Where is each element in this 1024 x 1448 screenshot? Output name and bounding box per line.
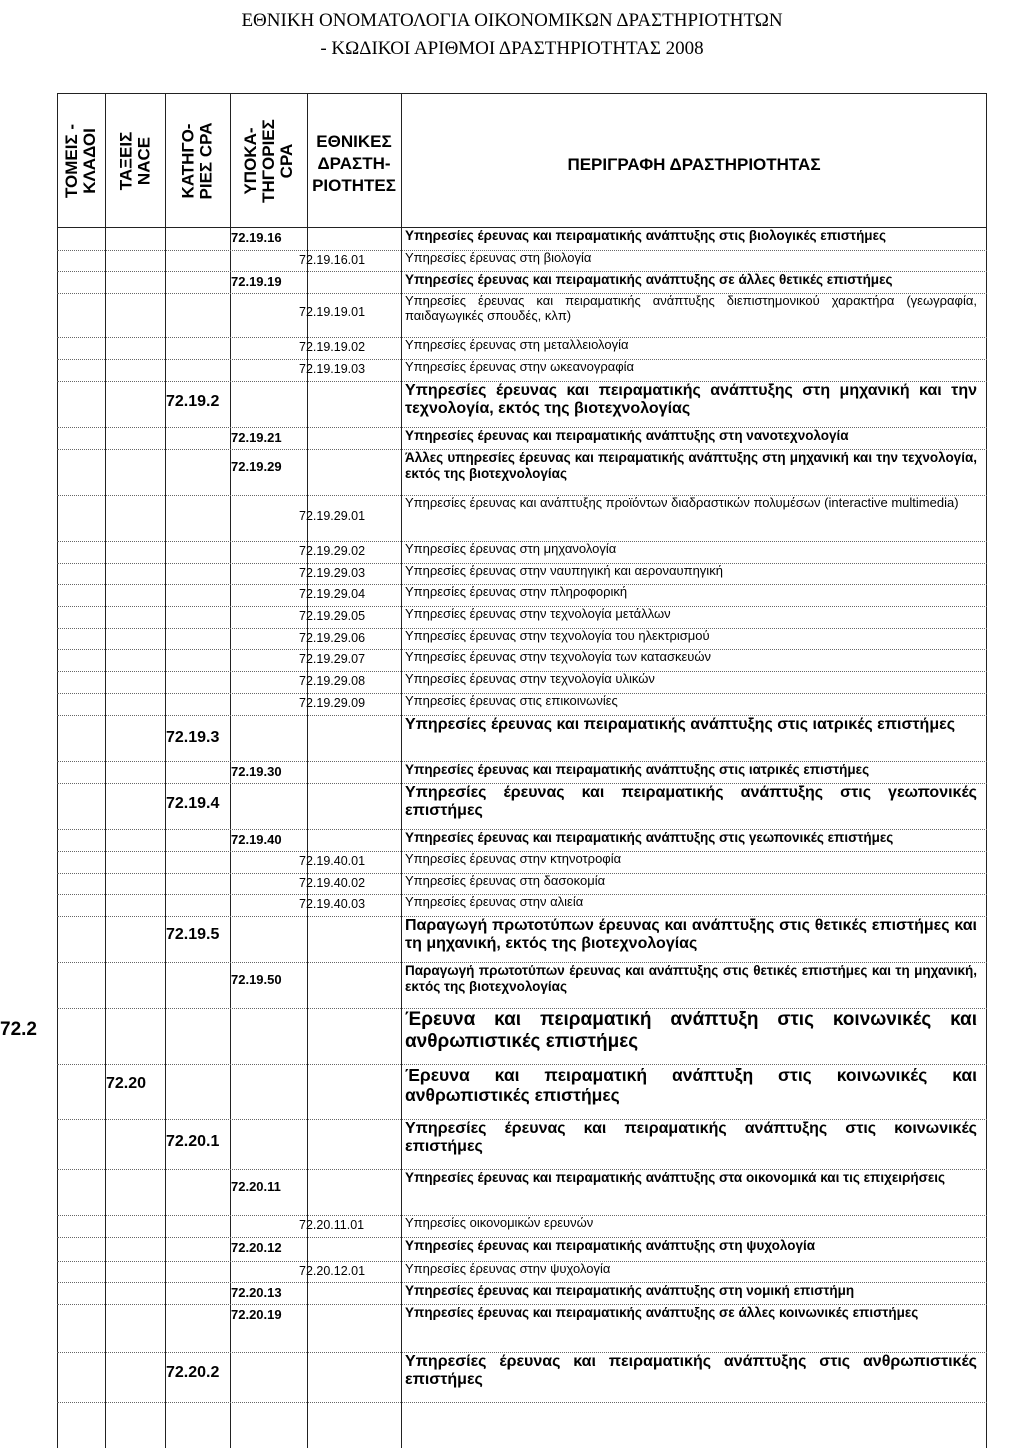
- table-top-border: [57, 93, 987, 94]
- table-row: [57, 337, 987, 360]
- row-description: Υπηρεσίες έρευνας και πειραματικής ανάπτυξης σε άλλες θετικές επιστήμες: [405, 272, 893, 287]
- table-row: [57, 449, 987, 496]
- table-row: [57, 761, 987, 784]
- table-row: [57, 541, 987, 564]
- row-description: Υπηρεσίες έρευνας στις επικοινωνίες: [405, 693, 618, 708]
- header-ypokathgories: ΥΠΟΚΑ- ΤΗΓΟΡΙΕΣ CPA: [240, 119, 296, 203]
- row-description: Έρευνα και πειραματική ανάπτυξη στις κοινωνικές και ανθρωπιστικές επιστήμες: [405, 1065, 977, 1106]
- row-description: Υπηρεσίες οικονομικών ερευνών: [405, 1215, 594, 1230]
- row-description: Υπηρεσίες έρευνας στη μεταλλειολογία: [405, 337, 629, 352]
- table-row: [57, 584, 987, 607]
- row-code: 72.20.19: [231, 1307, 282, 1322]
- row-description: Υπηρεσίες έρευνας και πειραματικής ανάπτυξης στις βιολογικές επιστήμες: [405, 228, 886, 243]
- table-row: [57, 1119, 987, 1170]
- row-description: Υπηρεσίες έρευνας και πειραματικής ανάπτυξης στις ανθρωπιστικές επιστήμες: [405, 1353, 977, 1389]
- row-description: Υπηρεσίες έρευνας και πειραματικής ανάπτυξης στις ιατρικές επιστήμες: [405, 762, 870, 777]
- row-description: Υπηρεσίες έρευνας στη μηχανολογία: [405, 541, 617, 556]
- row-description: Υπηρεσίες έρευνας και πειραματικής ανάπτυξης στις κοινωνικές επιστήμες: [405, 1120, 977, 1156]
- table-row: [57, 227, 987, 251]
- row-description: Υπηρεσίες έρευνας στη δασοκομία: [405, 873, 606, 888]
- row-description: Υπηρεσίες έρευνας στην κτηνοτροφία: [405, 851, 622, 866]
- row-code: 72.19.40.01: [299, 854, 366, 868]
- row-code: 72.19.5: [166, 926, 220, 943]
- table-row: [57, 916, 987, 963]
- row-description: Υπηρεσίες έρευνας στην τεχνολογία του ηλεκτρισμού: [405, 628, 710, 643]
- row-description: Υπηρεσίες έρευνας στην τεχνολογία υλικών: [405, 671, 655, 686]
- row-code: 72.19.19.02: [299, 340, 366, 354]
- table-row: [57, 1215, 987, 1238]
- row-code: 72.19.30: [231, 764, 282, 779]
- row-code: 72.20: [106, 1075, 147, 1092]
- row-code: 72.20.12.01: [299, 1264, 366, 1278]
- row-description: Υπηρεσίες έρευνας και πειραματικής ανάπτυξης στις ιατρικές επιστήμες: [405, 716, 956, 733]
- row-description: Υπηρεσίες έρευνας στην αλιεία: [405, 894, 584, 909]
- row-code: 72.19.50: [231, 972, 282, 987]
- table-row: [57, 271, 987, 294]
- table-body: [0, 227, 987, 1448]
- row-code: 72.2: [0, 1019, 37, 1040]
- row-code: 72.19.29.02: [299, 544, 366, 558]
- row-code: 72.19.16: [231, 230, 282, 245]
- row-code: 72.19.29.01: [299, 509, 366, 523]
- table-row: [57, 1237, 987, 1262]
- row-description: Παραγωγή πρωτοτύπων έρευνας και ανάπτυξης στις θετικές επιστήμες και τη μηχανική, εκτός της βιοτεχνολογίας: [405, 963, 977, 994]
- row-description: Υπηρεσίες έρευνας και πειραματικής ανάπτυξης στις γεωπονικές επιστήμες: [405, 784, 977, 820]
- row-code: 72.19.29.07: [299, 652, 366, 666]
- row-code: 72.19.16.01: [299, 253, 366, 267]
- row-description: Υπηρεσίες έρευνας και ανάπτυξης προϊόντων διαδραστικών πολυμέσων (interactive multimedia): [405, 495, 959, 510]
- row-code: 72.19.40.03: [299, 897, 366, 911]
- row-code: 72.20.11.01: [299, 1218, 365, 1232]
- row-description: Υπηρεσίες έρευνας στην ναυπηγική και αεροναυπηγική: [405, 563, 723, 578]
- row-description: Υπηρεσίες έρευνας και πειραματικής ανάπτυξης στις γεωπονικές επιστήμες: [405, 830, 894, 845]
- row-description: Υπηρεσίες έρευνας στην τεχνολογία μετάλλων: [405, 606, 671, 621]
- table-row: [57, 873, 987, 895]
- row-description: Υπηρεσίες έρευνας στην τεχνολογία των κατασκευών: [405, 649, 712, 664]
- table-row: [57, 649, 987, 672]
- row-code: 72.19.21: [231, 430, 282, 445]
- row-code: 72.19.19.03: [299, 362, 366, 376]
- row-code: 72.20.11: [231, 1179, 281, 1194]
- row-code: 72.20.12: [231, 1240, 282, 1255]
- row-code: 72.19.29.03: [299, 566, 366, 580]
- row-description: Υπηρεσίες έρευνας στην πληροφορική: [405, 584, 628, 599]
- row-description: Έρευνα και πειραματική ανάπτυξη στις κοινωνικές και ανθρωπιστικές επιστήμες: [405, 1009, 977, 1052]
- activity-code-table: [0, 93, 987, 1448]
- row-description: Υπηρεσίες έρευνας και πειραματικής ανάπτυξης διεπιστημονικού χαρακτήρα (γεωγραφία, παιδαγωγικές σπουδές, κλπ): [405, 293, 977, 323]
- header-taxeis: ΤΑΞΕΙΣ NACE: [115, 131, 153, 191]
- table-row: [57, 1169, 987, 1216]
- table-row: [57, 359, 987, 382]
- table-row: [57, 250, 987, 272]
- row-description: Υπηρεσίες έρευνας και πειραματικής ανάπτυξης στη νανοτεχνολογία: [405, 428, 849, 443]
- header-ethnikes: ΕΘΝΙΚΕΣ ΔΡΑΣΤΗ- ΡΙΟΤΗΤΕΣ: [312, 132, 396, 195]
- table-row: [57, 427, 987, 450]
- row-description: Υπηρεσίες έρευνας στην ωκεανογραφία: [405, 359, 635, 374]
- header-kathgories: ΚΑΤΗΓΟ- ΡΙΕΣ CPA: [178, 122, 216, 200]
- table-row: [57, 606, 987, 629]
- table-row: [57, 628, 987, 650]
- header-tomeis: ΤΟΜΕΙΣ - ΚΛΑΔΟΙ: [62, 123, 100, 199]
- row-code: 72.19.29.05: [299, 609, 366, 623]
- table-row: [57, 1261, 987, 1283]
- row-code: 72.19.29.06: [299, 631, 366, 645]
- row-description: Υπηρεσίες έρευνας στην ψυχολογία: [405, 1261, 611, 1276]
- row-code: 72.19.29: [231, 459, 282, 474]
- table-row: [57, 783, 987, 830]
- row-description: Υπηρεσίες έρευνας και πειραματικής ανάπτυξης στη ψυχολογία: [405, 1238, 816, 1253]
- row-description: Υπηρεσίες έρευνας και πειραματικής ανάπτυξης στη νομική επιστήμη: [405, 1283, 855, 1298]
- row-code: 72.19.19: [231, 274, 282, 289]
- table-row: [57, 829, 987, 852]
- row-code: 72.20.1: [166, 1133, 220, 1150]
- header-perigrafi: ΠΕΡΙΓΡΑΦΗ ΔΡΑΣΤΗΡΙΟΤΗΤΑΣ: [567, 155, 821, 174]
- row-description: Υπηρεσίες έρευνας και πειραματικής ανάπτυξης στα οικονομικά και τις επιχειρήσεις: [405, 1170, 946, 1185]
- row-description: Υπηρεσίες έρευνας στη βιολογία: [405, 250, 592, 265]
- row-code: 72.19.29.09: [299, 696, 366, 710]
- row-code: 72.19.29.04: [299, 587, 366, 601]
- table-row: [57, 671, 987, 694]
- table-row: [57, 563, 987, 585]
- table-row: [57, 1282, 987, 1305]
- row-code: 72.20.2: [166, 1364, 220, 1381]
- table-row: [57, 1352, 987, 1403]
- row-code: 72.19.19.01: [299, 305, 366, 319]
- row-description: Υπηρεσίες έρευνας και πειραματικής ανάπτυξης σε άλλες κοινωνικές επιστήμες: [405, 1305, 919, 1320]
- row-code: 72.19.40.02: [299, 876, 366, 890]
- table-row: [57, 962, 987, 1009]
- table-row: [57, 894, 987, 917]
- table-row: [57, 381, 987, 428]
- page-subtitle: - ΚΩΔΙΚΟΙ ΑΡΙΘΜΟΙ ΔΡΑΣΤΗΡΙΟΤΗΤΑΣ 2008: [320, 38, 704, 59]
- table-row: [57, 495, 987, 542]
- table-row: [57, 851, 987, 874]
- table-row: [57, 693, 987, 716]
- row-code: 72.19.4: [166, 795, 220, 812]
- row-code: 72.19.2: [166, 393, 220, 410]
- row-code: 72.20.13: [231, 1285, 282, 1300]
- row-description: Άλλες υπηρεσίες έρευνας και πειραματικής ανάπτυξης στη μηχανική και την τεχνολογία, εκτός της βιοτεχνολογίας: [405, 450, 977, 481]
- table-row: [0, 1008, 987, 1065]
- table-row: [57, 293, 987, 338]
- table-row: [57, 1064, 987, 1120]
- row-code: 72.19.3: [166, 729, 220, 746]
- table-row: [57, 715, 987, 762]
- row-code: 72.19.40: [231, 832, 282, 847]
- table-row: [57, 1304, 987, 1353]
- row-code: 72.19.29.08: [299, 674, 366, 688]
- row-description: Υπηρεσίες έρευνας και πειραματικής ανάπτυξης στη μηχανική και την τεχνολογία, εκτός της βιοτεχνολογίας: [405, 382, 977, 418]
- row-description: Παραγωγή πρωτοτύπων έρευνας και ανάπτυξης στις θετικές επιστήμες και τη μηχανική, εκτός της βιοτεχνολογίας: [405, 917, 977, 953]
- page-title: ΕΘΝΙΚΗ ΟΝΟΜΑΤΟΛΟΓΙΑ ΟΙΚΟΝΟΜΙΚΩΝ ΔΡΑΣΤΗΡΙΟΤΗΤΩΝ: [241, 10, 783, 31]
